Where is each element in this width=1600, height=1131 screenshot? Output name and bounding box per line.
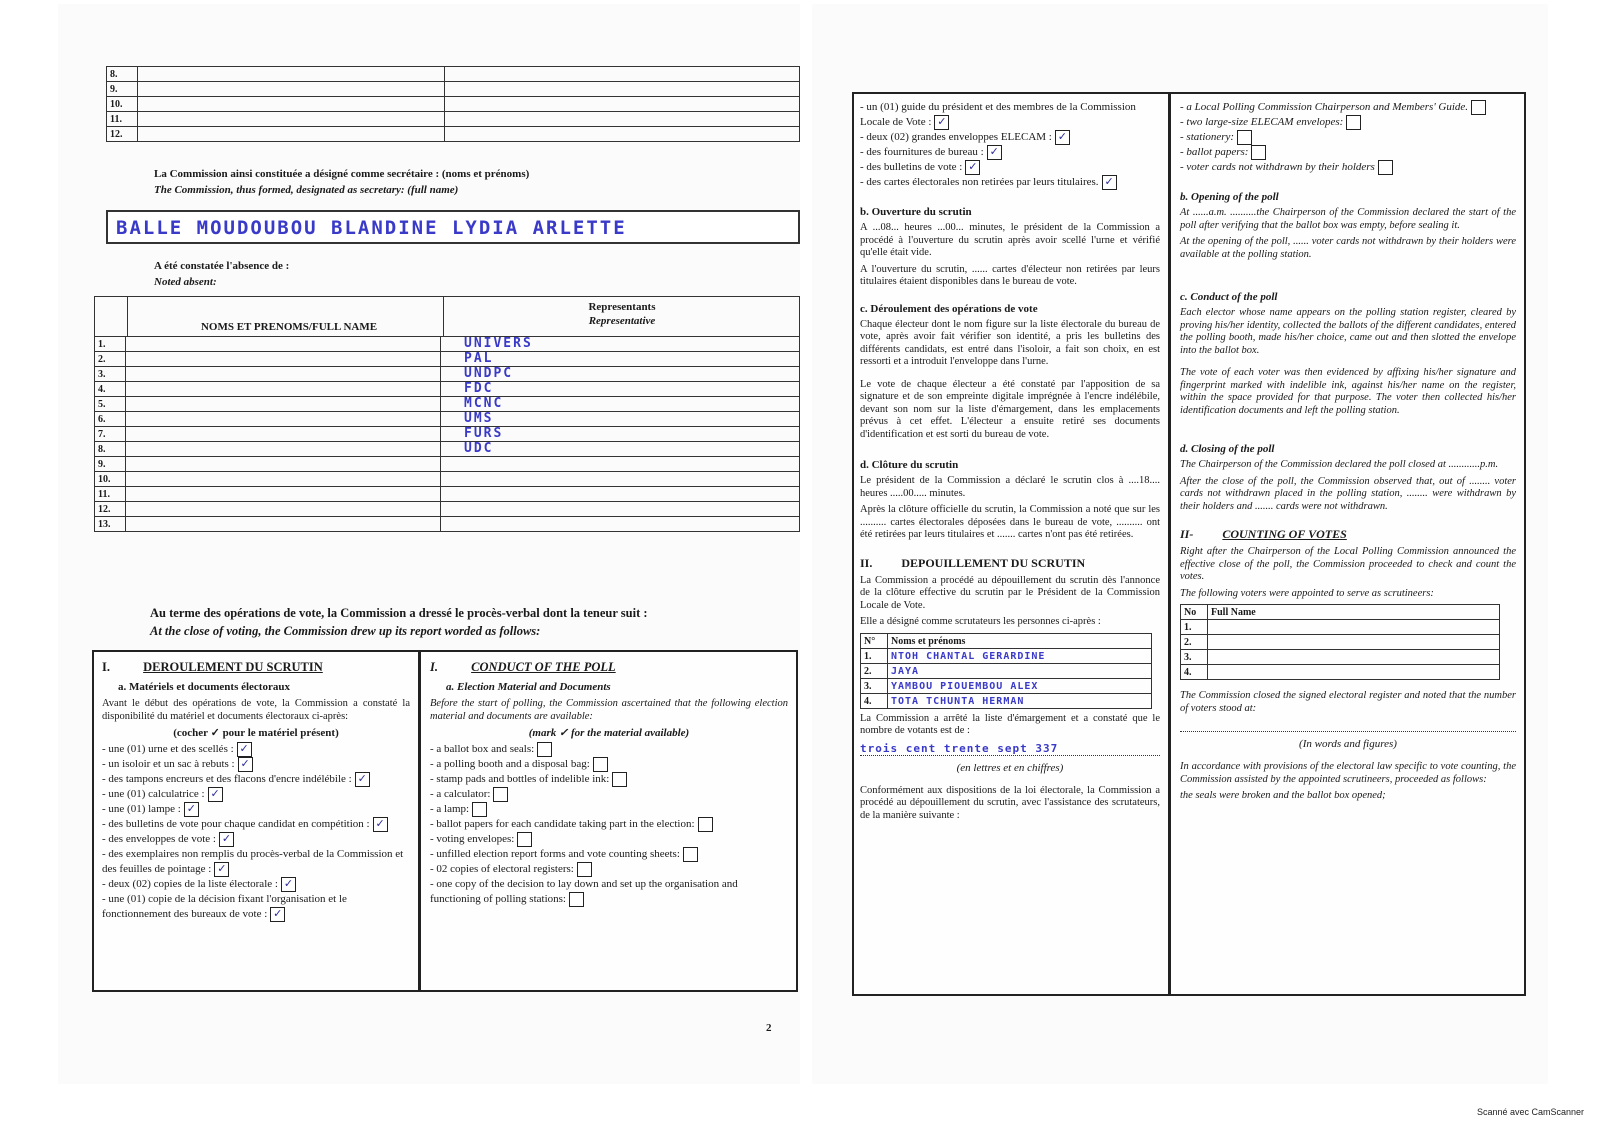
material-item: - des exemplaires non remplis du procès-verbal de la Commission et des feuilles de pointage : ✓	[102, 848, 404, 876]
rep-cell[interactable]	[441, 397, 800, 412]
name-cell[interactable]	[126, 457, 441, 472]
left-page	[58, 4, 800, 1084]
fr-counting-text-4: Conformément aux dispositions de la loi électorale, la Commission a procédé au dépouillement du scrutin, avec l'assistance des scrutateurs, de la manière suivante :	[860, 784, 1160, 821]
fr-closing-title: d. Clôture du scrutin	[860, 459, 959, 472]
table-row	[95, 397, 800, 412]
table-header-row	[1181, 605, 1500, 620]
fr-opening-text-1: A ...08... heures ...00... minutes, le président de la Commission a procédé à l'ouverture du scrutin après avoir scellé l'urne et vérifié qu'elle était vide.	[860, 222, 1160, 259]
material-label: une (01) lampe :	[108, 803, 181, 816]
material-item: - deux (02) copies de la liste électorale : ✓	[102, 877, 410, 892]
material-item: - a ballot box and seals:	[430, 742, 788, 757]
absence-label-fr: A été constatée l'absence de :	[154, 260, 290, 272]
scrutineer-name[interactable]	[888, 663, 1152, 678]
material-label: stamp pads and bottles of indelible ink:	[436, 773, 610, 786]
rep-party: MCNC	[464, 396, 504, 411]
name-cell[interactable]	[126, 502, 441, 517]
scrutineer-name[interactable]	[888, 678, 1152, 693]
votants-value[interactable]: trois cent trente sept 337	[860, 742, 1160, 756]
en-votants-hint: (In words and figures)	[1299, 738, 1397, 751]
en-counting-text-5: the seals were broken and the ballot box opened;	[1180, 790, 1386, 802]
row-number: 3.	[1181, 650, 1208, 665]
check-icon: ✓	[240, 758, 250, 771]
check-icon: ✓	[210, 788, 220, 801]
rep-table-header	[94, 296, 800, 337]
check-icon: ✓	[186, 803, 196, 816]
table-row	[95, 367, 800, 382]
material-label: a lamp:	[436, 803, 470, 816]
rep-cell[interactable]	[441, 502, 800, 517]
table-row	[107, 82, 800, 97]
material-label: un isoloir et un sac à rebuts :	[108, 758, 235, 771]
checkbox[interactable]	[493, 787, 508, 802]
fr-counting-title: DEPOUILLEMENT DU SCRUTIN	[901, 555, 1086, 570]
table-row	[861, 663, 1152, 678]
en-opening-text-2: At the opening of the poll, ...... voter cards not withdrawn by their holders were available at the polling station.	[1180, 236, 1516, 260]
header-name: Full Name	[1208, 605, 1500, 620]
scrutineer-name[interactable]	[1208, 650, 1500, 665]
rep-party: UDC	[464, 441, 494, 456]
scrutineers-table-en	[1180, 604, 1500, 680]
en-conduct-text-1: Each elector whose name appears on the polling station register, cleared by proving his/her identity, collected the ballots of the different candidates, entered the polling booth, made his/her choice, came out and then slotted the envelope into the ballot box.	[1180, 307, 1516, 356]
en-counting-text-3: The Commission closed the signed electoral register and noted that the number of voters stood at:	[1180, 690, 1516, 714]
check-icon: ✓	[217, 863, 227, 876]
table-row	[95, 412, 800, 427]
table-row	[107, 97, 800, 112]
en-counting-number: II-	[1180, 527, 1194, 542]
secretary-name: BALLE MOUDOUBOU BLANDINE LYDIA ARLETTE	[116, 217, 627, 239]
material-label: deux (02) copies de la liste électorale :	[108, 878, 278, 891]
row-number: 7.	[95, 427, 126, 442]
fr-conduct-text-1: Chaque électeur dont le nom figure sur la liste électorale du bureau de vote, après avoir fait vérifier son identité, a pris les bulletins des différents candidats, est entré dans l'isoloir, a fait son choix, en est ressorti et a introduit l'enveloppe dans l'urne.	[860, 318, 1160, 368]
en-material-list	[430, 742, 788, 907]
table-row	[95, 427, 800, 442]
name-cell[interactable]	[126, 397, 441, 412]
material-item: - des tampons encreurs et des flacons d'encre indélébile : ✓	[102, 772, 410, 787]
table-row	[861, 648, 1152, 663]
names-header: NOMS ET PRENOMS/FULL NAME	[200, 321, 378, 333]
representatives-table	[94, 336, 800, 532]
checkbox[interactable]	[1346, 115, 1361, 130]
table-row	[95, 487, 800, 502]
table-row	[95, 517, 800, 532]
rep-cell[interactable]	[441, 382, 800, 397]
row-number: 4.	[95, 382, 126, 397]
scrutineer-name-text: JAYA	[891, 665, 920, 677]
checkbox[interactable]	[1237, 130, 1252, 145]
conduct-of-poll-box	[92, 650, 798, 992]
name-cell[interactable]	[126, 352, 441, 367]
table-row	[107, 112, 800, 127]
rep-party: UNDPC	[464, 366, 514, 381]
material-item: - one copy of the decision to lay down and set up the organisation and functioning of polling stations:	[430, 878, 738, 906]
scrutineer-name-text: YAMBOU PIOUEMBOU ALEX	[891, 680, 1039, 692]
scrutineer-name[interactable]	[1208, 620, 1500, 635]
rep-cell[interactable]	[441, 457, 800, 472]
checkbox[interactable]	[698, 817, 713, 832]
material-label: a calculator:	[436, 788, 491, 801]
material-item: - un isoloir et un sac à rebuts : ✓	[102, 757, 410, 772]
fr-closing-text-2: Après la clôture officielle du scrutin, la Commission a noté que sur les .......... cartes électorales déposées dans le bureau de vote, .......... ont été retirées par leurs titulaires et ....... cartes n'ont pas été retirées.	[860, 504, 1160, 541]
closing-text-en: At the close of voting, the Commission drew up its report worded as follows:	[150, 624, 541, 638]
checkbox[interactable]	[577, 862, 592, 877]
row-number: 10.	[95, 472, 126, 487]
fr-section-number: I.	[102, 660, 110, 674]
fr-intro: Avant le début des opérations de vote, la Commission a constaté la disponibilité du matériel et documents électoraux ci-après:	[102, 698, 410, 722]
en-conduct-text-2: The vote of each voter was then evidenced by affixing his/her signature and fingerprint marked with indelible ink, against his/her name on the register, within the space provided for that purpose. The voter then collected his/her identification documents and left the polling station.	[1180, 367, 1516, 416]
table-row	[1181, 665, 1500, 680]
page-number: 2	[766, 1022, 772, 1034]
material-item: - une (01) lampe : ✓	[102, 802, 410, 817]
en-closing-text-2: After the close of the poll, the Commission observed that, out of ........ voter cards not withdrawn placed in the polling station, ........ were withdrawn by their holders and ....... cards were not withdrawn.	[1180, 475, 1516, 512]
rep-header-fr: Representants	[588, 301, 656, 313]
checkbox[interactable]	[355, 772, 370, 787]
check-icon: ✓	[989, 146, 999, 159]
row-number: 1.	[861, 648, 888, 663]
checkbox[interactable]	[281, 877, 296, 892]
material-label: voting envelopes:	[436, 833, 515, 846]
en-intro: Before the start of polling, the Commission ascertained that the following election material and documents are available:	[430, 698, 788, 722]
material-item: - des enveloppes de vote : ✓	[102, 832, 410, 847]
material-item: - a calculator:	[430, 787, 788, 802]
material-item: - stamp pads and bottles of indelible ink:	[430, 772, 788, 787]
report-fr-column	[860, 94, 1160, 994]
rep-cell[interactable]	[441, 412, 800, 427]
material-label: ballot papers:	[1186, 146, 1249, 159]
scrutineer-name[interactable]	[1208, 635, 1500, 650]
table-row	[107, 127, 800, 142]
scrutineer-name-text: NTOH CHANTAL GERARDINE	[891, 650, 1046, 662]
material-label: voter cards not withdrawn by their holders	[1186, 161, 1375, 174]
rep-cell[interactable]	[445, 127, 800, 142]
rep-party: UMS	[464, 411, 494, 426]
checkbox[interactable]	[1471, 100, 1486, 115]
rep-cell[interactable]	[445, 82, 800, 97]
conduct-fr-column	[102, 652, 410, 990]
fr-subsection: a. Matériels et documents électoraux	[118, 681, 290, 693]
rep-cell[interactable]	[441, 427, 800, 442]
rep-cell[interactable]	[441, 472, 800, 487]
table-header-row	[861, 633, 1152, 648]
closing-text-fr: Au terme des opérations de vote, la Commission a dressé le procès-verbal dont la teneur suit :	[150, 606, 648, 620]
row-number: 8.	[107, 67, 138, 82]
rep-cell[interactable]	[445, 112, 800, 127]
header-name: Noms et prénoms	[888, 633, 1152, 648]
table-row	[95, 472, 800, 487]
fr-section-title: DEROULEMENT DU SCRUTIN	[143, 660, 323, 674]
rep-cell[interactable]	[441, 517, 800, 532]
material-item: - unfilled election report forms and vote counting sheets:	[430, 847, 788, 862]
check-icon: ✓	[1057, 131, 1067, 144]
material-item: - des bulletins de vote pour chaque candidat en compétition : ✓	[102, 817, 410, 832]
table-row	[1181, 635, 1500, 650]
report-box-right	[852, 92, 1526, 996]
material-label: one copy of the decision to lay down and set up the organisation and functioning of polling stations:	[430, 878, 738, 906]
check-icon: ✓	[283, 878, 294, 891]
fr-counting-text-1: La Commission a procédé au dépouillement du scrutin dès l'annonce de la clôture effective du scrutin par le Président de la Commission Locale de Vote.	[860, 574, 1160, 611]
report-en-column	[1180, 94, 1516, 994]
material-label: des exemplaires non remplis du procès-verbal de la Commission et des feuilles de pointage :	[102, 848, 404, 876]
check-icon: ✓	[937, 116, 947, 128]
rep-party: FDC	[464, 381, 494, 396]
en-opening-text-1: At ......a.m. ..........the Chairperson of the Commission declared the start of the poll after verifying that the ballot box was empty, before sealing it.	[1180, 207, 1516, 231]
secretary-name-box[interactable]	[106, 210, 800, 244]
checkbox[interactable]	[214, 862, 229, 877]
row-number: 13.	[95, 517, 126, 532]
checkbox[interactable]	[593, 757, 608, 772]
en-conduct-title: c. Conduct of the poll	[1180, 291, 1278, 304]
en-opening-title: b. Opening of the poll	[1180, 191, 1279, 204]
material-label: une (01) copie de la décision fixant l'organisation et le fonctionnement des bureaux de vote :	[102, 893, 347, 921]
row-number: 9.	[95, 457, 126, 472]
fr-counting-text-2: Elle a désigné comme scrutateurs les personnes ci-après :	[860, 616, 1101, 628]
en-section-number: I.	[430, 660, 438, 674]
fr-counting-number: II.	[860, 555, 873, 570]
row-number: 2.	[95, 352, 126, 367]
scrutineer-name[interactable]	[888, 693, 1152, 708]
row-number: 1.	[95, 337, 126, 352]
material-item: - stationery:	[1180, 130, 1516, 145]
table-row	[95, 502, 800, 517]
check-icon: ✓	[357, 773, 367, 786]
table-row	[95, 337, 800, 352]
table-row	[1181, 650, 1500, 665]
rep-cell[interactable]	[445, 67, 800, 82]
fr-closing-text-1: Le président de la Commission a déclaré le scrutin clos à ....18.... heures .....00..... minutes.	[860, 475, 1160, 499]
material-item: - 02 copies of electoral registers:	[430, 862, 788, 877]
fr-opening-title: b. Ouverture du scrutin	[860, 206, 972, 219]
material-label: a Local Polling Commission Chairperson and Members' Guide.	[1186, 101, 1469, 114]
table-row	[861, 678, 1152, 693]
row-number: 11.	[95, 487, 126, 502]
material-label: deux (02) grandes enveloppes ELECAM :	[866, 131, 1052, 144]
row-number: 2.	[861, 663, 888, 678]
fr-conduct-text-2: Le vote de chaque électeur a été constaté par l'apposition de sa signature et de son empreinte digitale imprégnée à l'encre indélébile, devant son nom sur la liste d'émargement, dans les emplacements prévus à cet effet. L'électeur a ensuite retiré ses documents d'identification et est sorti du bureau de vote.	[860, 378, 1160, 440]
material-item: - une (01) copie de la décision fixant l'organisation et le fonctionnement des bureaux de vote : ✓	[102, 893, 347, 921]
table-row	[95, 352, 800, 367]
table-row	[861, 693, 1152, 708]
row-number: 9.	[107, 82, 138, 97]
right-page	[812, 4, 1548, 1084]
fr-mark-instruction: (cocher ✓ pour le matériel présent)	[173, 727, 339, 739]
fr-conduct-title: c. Déroulement des opérations de vote	[860, 302, 1038, 315]
checkbox[interactable]	[683, 847, 698, 862]
conduct-en-column	[430, 652, 788, 990]
en-counting-text-1: Right after the Chairperson of the Local Polling Commission announced the effective close of the poll, the Commission proceeded to check and count the votes.	[1180, 546, 1516, 583]
material-item: - des bulletins de vote : ✓	[860, 160, 1160, 175]
material-label: des cartes électorales non retirées par leurs titulaires.	[866, 176, 1099, 189]
material-item: - voting envelopes:	[430, 832, 788, 847]
checkbox[interactable]	[373, 817, 388, 832]
table-row	[1181, 620, 1500, 635]
row-number: 3.	[95, 367, 126, 382]
material-label: two large-size ELECAM envelopes:	[1186, 116, 1344, 129]
secretary-label-en: The Commission, thus formed, designated as secretary: (full name)	[154, 184, 459, 196]
en-counting-title: COUNTING OF VOTES	[1222, 527, 1347, 542]
name-cell[interactable]	[126, 382, 441, 397]
row-number: 11.	[107, 112, 138, 127]
table-row	[95, 442, 800, 457]
name-cell[interactable]	[126, 337, 441, 352]
material-label: une (01) calculatrice :	[108, 788, 205, 801]
en-subsection: a. Election Material and Documents	[446, 681, 611, 693]
row-number: 3.	[861, 678, 888, 693]
table-row	[107, 67, 800, 82]
material-label: des enveloppes de vote :	[108, 833, 216, 846]
name-cell[interactable]	[126, 367, 441, 382]
checkbox[interactable]	[1055, 130, 1070, 145]
rep-cell[interactable]	[441, 442, 800, 457]
scrutineer-name[interactable]	[888, 648, 1152, 663]
fr-counting-text-3: La Commission a arrêté la liste d'émargement et a constaté que le nombre de votants est de :	[860, 712, 1160, 737]
name-cell[interactable]	[126, 472, 441, 487]
checkbox[interactable]	[219, 832, 234, 847]
en-counting-text-4: In accordance with provisions of the electoral law specific to vote counting, the Commission assisted by the appointed scrutineers, proceeded as follows:	[1180, 761, 1516, 785]
en-votants-field[interactable]	[1180, 719, 1516, 732]
rep-cell[interactable]	[441, 367, 800, 382]
check-icon: ✓	[968, 161, 978, 174]
name-cell[interactable]	[138, 67, 445, 82]
material-label: des fournitures de bureau :	[866, 146, 984, 159]
header-no: N°	[861, 633, 888, 648]
check-icon: ✓	[221, 833, 232, 846]
material-item: - a lamp:	[430, 802, 788, 817]
rep-party: PAL	[464, 351, 494, 366]
en-section-title: CONDUCT OF THE POLL	[471, 660, 616, 674]
check-icon: ✓	[239, 743, 249, 755]
material-item: - ballot papers for each candidate taking part in the election:	[430, 817, 788, 832]
rep-cell[interactable]	[441, 487, 800, 502]
checkbox[interactable]	[237, 742, 252, 757]
checkbox[interactable]	[1378, 160, 1393, 175]
members-table-continued	[106, 66, 800, 142]
camscanner-footer: Scanné avec CamScanner	[1476, 1107, 1584, 1117]
material-item: - deux (02) grandes enveloppes ELECAM : ✓	[860, 130, 1160, 145]
absence-label-en: Noted absent:	[154, 276, 217, 288]
rep-cell[interactable]	[441, 337, 800, 352]
material-label: ballot papers for each candidate taking part in the election:	[436, 818, 695, 831]
material-label: des bulletins de vote :	[866, 161, 963, 174]
material-label: a ballot box and seals:	[436, 743, 535, 756]
name-cell[interactable]	[126, 517, 441, 532]
en-closing-title: d. Closing of the poll	[1180, 443, 1275, 456]
checkbox[interactable]	[472, 802, 487, 817]
fr-material-list	[102, 742, 410, 922]
checkbox[interactable]	[612, 772, 627, 787]
checkbox[interactable]	[1251, 145, 1266, 160]
rep-cell[interactable]	[441, 352, 800, 367]
rep-cell[interactable]	[445, 97, 800, 112]
material-label: a polling booth and a disposal bag:	[436, 758, 590, 771]
material-label: des bulletins de vote pour chaque candidat en compétition :	[108, 818, 370, 831]
check-icon: ✓	[273, 908, 283, 921]
fr-material-list-continued	[860, 100, 1160, 190]
row-number: 2.	[1181, 635, 1208, 650]
material-item: - une (01) calculatrice : ✓	[102, 787, 410, 802]
name-cell[interactable]	[126, 412, 441, 427]
secretary-label-fr: La Commission ainsi constituée a désigné comme secrétaire : (noms et prénoms)	[154, 168, 530, 180]
rep-party: UNIVERS	[464, 336, 533, 351]
row-number: 8.	[95, 442, 126, 457]
en-material-list-continued	[1180, 100, 1516, 175]
checkbox[interactable]	[238, 757, 253, 772]
material-item: - des fournitures de bureau : ✓	[860, 145, 1160, 160]
name-cell[interactable]	[126, 427, 441, 442]
votants-hint: (en lettres et en chiffres)	[956, 761, 1064, 774]
scrutineer-name-text: TOTA TCHUNTA HERMAN	[891, 695, 1025, 707]
header-no: No	[1181, 605, 1208, 620]
en-mark-instruction: (mark ✓ for the material available)	[528, 727, 690, 739]
check-icon: ✓	[375, 818, 385, 831]
fr-opening-text-2: A l'ouverture du scrutin, ...... cartes d'électeur non retirées par leurs titulaires étaient disponibles dans le bureau de vote.	[860, 263, 1160, 288]
name-cell[interactable]	[138, 82, 445, 97]
material-item: - des cartes électorales non retirées par leurs titulaires. ✓	[860, 175, 1160, 190]
check-icon: ✓	[1104, 176, 1114, 189]
material-label: des tampons encreurs et des flacons d'encre indélébile :	[108, 773, 352, 786]
table-row	[95, 382, 800, 397]
scrutineer-name[interactable]	[1208, 665, 1500, 680]
checkbox[interactable]	[1102, 175, 1117, 190]
checkbox[interactable]	[965, 160, 980, 175]
checkbox[interactable]	[987, 145, 1002, 160]
row-number: 5.	[95, 397, 126, 412]
row-number: 6.	[95, 412, 126, 427]
en-counting-text-2: The following voters were appointed to serve as scrutineers:	[1180, 587, 1434, 599]
material-item: - voter cards not withdrawn by their holders	[1180, 160, 1516, 175]
rep-header-en: Representative	[588, 315, 656, 327]
material-label: une (01) urne et des scellés :	[108, 743, 234, 756]
row-number: 12.	[107, 127, 138, 142]
checkbox[interactable]	[270, 907, 285, 922]
checkbox[interactable]	[184, 802, 199, 817]
checkbox[interactable]	[934, 115, 949, 130]
row-number: 1.	[1181, 620, 1208, 635]
material-label: unfilled election report forms and vote counting sheets:	[436, 848, 680, 861]
name-cell[interactable]	[126, 442, 441, 457]
material-label: stationery:	[1186, 131, 1235, 144]
checkbox[interactable]	[569, 892, 584, 907]
name-cell[interactable]	[138, 127, 445, 142]
en-closing-text-1: The Chairperson of the Commission declared the poll closed at ............p.m.	[1180, 459, 1499, 471]
material-item: - two large-size ELECAM envelopes:	[1180, 115, 1516, 130]
row-number: 4.	[1181, 665, 1208, 680]
name-cell[interactable]	[138, 112, 445, 127]
row-number: 4.	[861, 693, 888, 708]
rep-party: FURS	[464, 426, 504, 441]
material-item: - a Local Polling Commission Chairperson and Members' Guide.	[1180, 100, 1516, 115]
material-item: - un (01) guide du président et des membres de la Commission Locale de Vote : ✓	[860, 101, 1136, 129]
name-cell[interactable]	[138, 97, 445, 112]
material-item: - ballot papers:	[1180, 145, 1516, 160]
checkbox[interactable]	[537, 742, 552, 757]
checkbox[interactable]	[208, 787, 223, 802]
checkbox[interactable]	[517, 832, 532, 847]
scrutineers-table-fr	[860, 633, 1152, 709]
material-label: un (01) guide du président et des membres de la Commission Locale de Vote :	[860, 101, 1136, 129]
row-number: 12.	[95, 502, 126, 517]
material-label: 02 copies of electoral registers:	[436, 863, 574, 876]
name-cell[interactable]	[126, 487, 441, 502]
material-item: - a polling booth and a disposal bag:	[430, 757, 788, 772]
row-number: 10.	[107, 97, 138, 112]
table-row	[95, 457, 800, 472]
material-item: - une (01) urne et des scellés : ✓	[102, 742, 410, 757]
